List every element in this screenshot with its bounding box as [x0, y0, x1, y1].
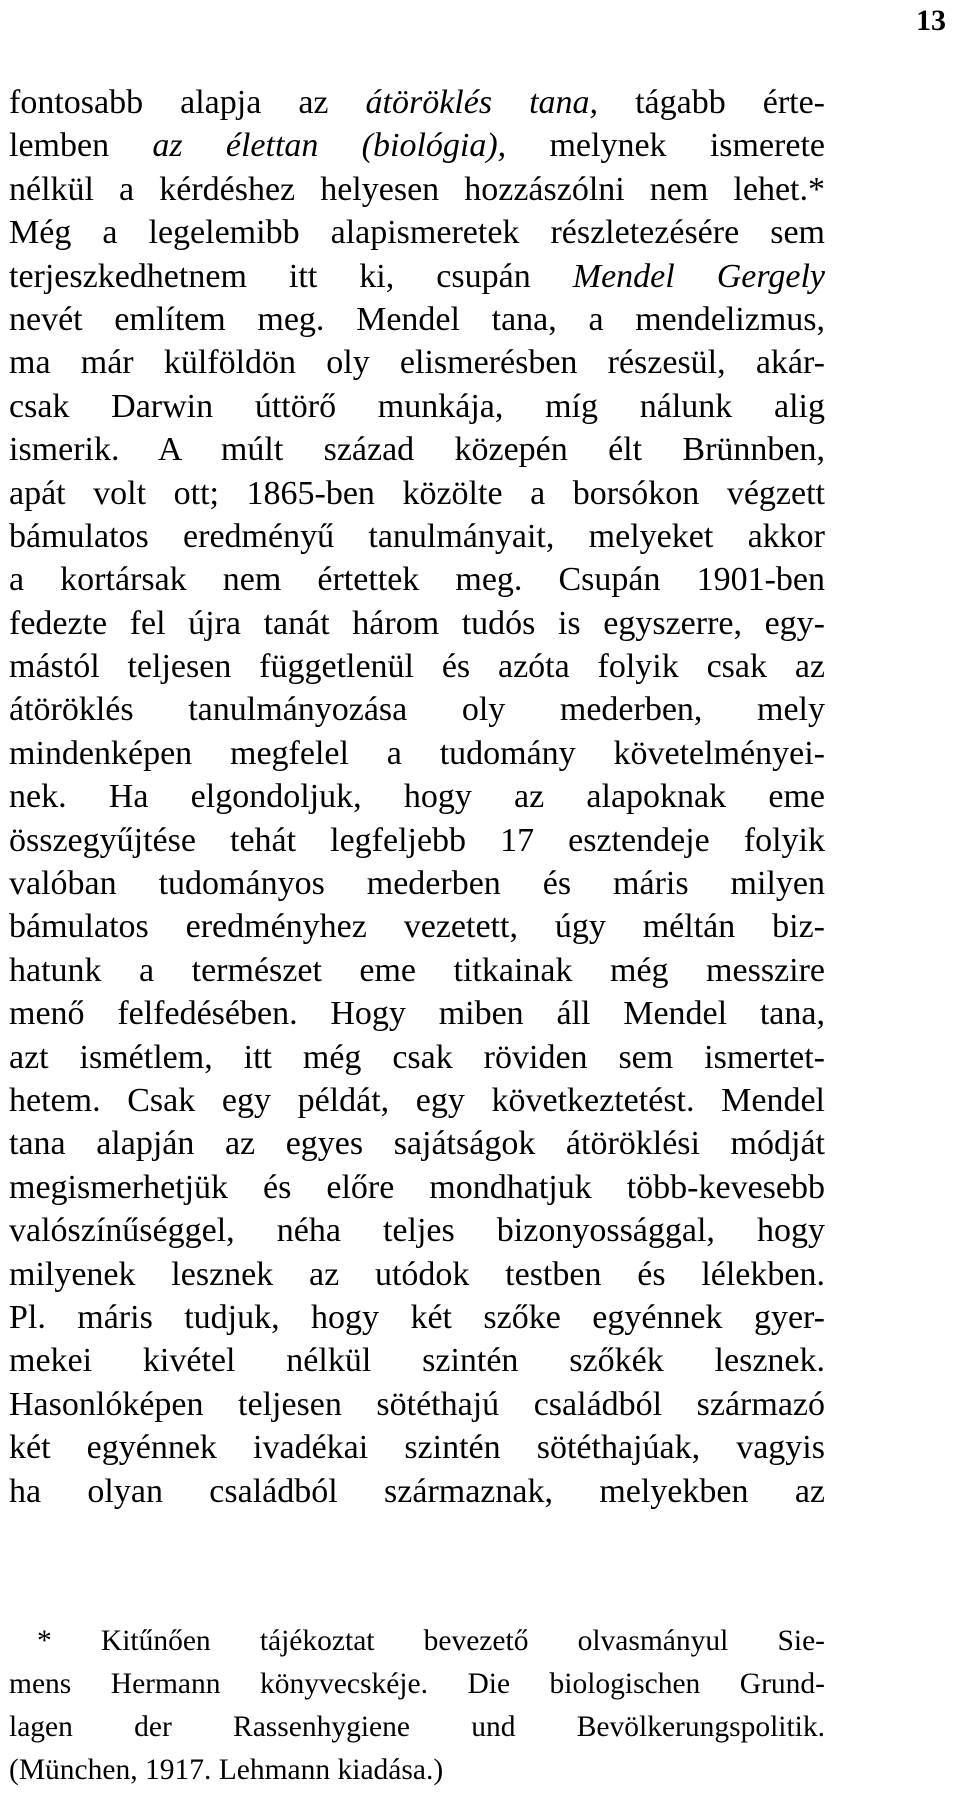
text-run: nélkül a kérdéshez helyesen hozzászólni nem lehet.*	[9, 170, 825, 208]
text-run: a kortársak nem értettek meg. Csupán 1901-ben	[9, 561, 825, 599]
text-run: csak Darwin úttörő munkája, míg nálunk alig	[9, 387, 825, 425]
text-run: tágabb érte-	[598, 84, 826, 121]
text-line	[9, 992, 825, 1035]
text-run: fedezte fel újra tanát három tudós is egyszerre, egy-	[9, 604, 825, 642]
text-line	[9, 472, 825, 515]
italic-phrase: az élettan (biológia),	[152, 127, 507, 165]
text-run: Még a legelemibb alapismeretek részletezésére sem	[9, 214, 825, 252]
text-line	[9, 1339, 825, 1382]
italic-phrase: Mendel Gergely	[572, 257, 825, 295]
text-line	[9, 428, 825, 471]
text-line	[9, 341, 825, 384]
text-line	[9, 949, 825, 992]
text-run: fontosabb alapja az	[9, 84, 366, 121]
text-line	[9, 819, 825, 862]
text-line	[9, 688, 825, 731]
text-line	[9, 515, 825, 558]
text-line	[9, 1166, 825, 1209]
text-line	[9, 1036, 825, 1079]
text-run: mástól teljesen függetlenül és azóta folyik csak az	[9, 648, 825, 686]
text-line	[9, 732, 825, 775]
page-number: 13	[916, 4, 946, 37]
footnote-line: * Kitűnően tájékoztat bevezető olvasmányul Sie-	[37, 1625, 825, 1657]
text-run: mindenképen megfelel a tudomány követelményei-	[9, 734, 825, 772]
text-line	[9, 558, 825, 601]
footnote-line: (München, 1917. Lehmann kiadása.)	[9, 1754, 444, 1786]
text-run: két egyénnek ivadékai szintén sötéthajúak, vagyis	[9, 1429, 825, 1467]
text-line	[9, 81, 825, 124]
text-line	[9, 1079, 825, 1122]
text-run: menő felfedésében. Hogy miben áll Mendel tana,	[9, 995, 825, 1033]
text-line	[9, 124, 825, 167]
text-run: Pl. máris tudjuk, hogy két szőke egyénnek gyer-	[9, 1298, 825, 1336]
text-line	[9, 385, 825, 428]
text-line	[9, 862, 825, 905]
text-line	[9, 602, 825, 645]
text-line	[9, 1253, 825, 1296]
text-run: átöröklés tanulmányozása oly mederben, mely	[9, 691, 825, 729]
text-run: bámulatos eredményű tanulmányait, melyeket akkor	[9, 517, 825, 555]
text-line	[9, 775, 825, 818]
text-run: azt ismétlem, itt még csak röviden sem ismertet-	[9, 1038, 825, 1076]
text-run: hatunk a természet eme titkainak még messzire	[9, 951, 825, 989]
text-line	[9, 1426, 825, 1469]
text-run: lemben	[9, 127, 153, 165]
text-run: mekei kivétel nélkül szintén szőkék lesznek.	[9, 1342, 825, 1380]
text-line	[9, 1470, 825, 1513]
text-line	[9, 645, 825, 688]
text-run: hetem. Csak egy példát, egy következtetést. Mendel	[9, 1081, 825, 1119]
text-run: tana alapján az egyes sajátságok átöröklési módját	[9, 1125, 825, 1163]
text-run: terjeszkedhetnem itt ki, csupán	[9, 257, 573, 295]
footnote-line: mens Hermann könyvecskéje. Die biologischen Grund-	[9, 1668, 825, 1700]
body-text	[9, 81, 825, 1513]
text-line	[9, 255, 825, 298]
text-run: valószínűséggel, néha teljes bizonyossággal, hogy	[9, 1212, 825, 1250]
text-line	[9, 1122, 825, 1165]
text-run: nevét említem meg. Mendel tana, a mendelizmus,	[9, 300, 825, 338]
text-line	[9, 1209, 825, 1252]
footnote	[9, 1620, 825, 1792]
text-run: valóban tudományos mederben és máris milyen	[9, 865, 825, 903]
text-run: összegyűjtése tehát legfeljebb 17 esztendeje folyik	[9, 821, 825, 859]
text-run: bámulatos eredményhez vezetett, úgy méltán biz-	[9, 908, 825, 946]
text-run: ha olyan családból származnak, melyekben az	[9, 1472, 825, 1510]
text-run: apát volt ott; 1865-ben közölte a borsókon végzett	[9, 474, 825, 512]
text-run: ismerik. A múlt század közepén élt Brünnben,	[9, 431, 825, 469]
text-run: nek. Ha elgondoljuk, hogy az alapoknak eme	[9, 778, 825, 816]
text-line	[9, 298, 825, 341]
text-line	[9, 1383, 825, 1426]
text-line	[9, 905, 825, 948]
text-run: melynek ismerete	[506, 127, 825, 165]
text-run: milyenek lesznek az utódok testben és lélekben.	[9, 1255, 825, 1293]
text-run: megismerhetjük és előre mondhatjuk több-kevesebb	[9, 1168, 825, 1206]
italic-phrase: átöröklés tana,	[365, 84, 599, 121]
text-line	[9, 1296, 825, 1339]
text-run: Hasonlóképen teljesen sötéthajú családból származó	[9, 1385, 825, 1423]
text-line	[9, 211, 825, 254]
text-line	[9, 168, 825, 211]
footnote-line: lagen der Rassenhygiene und Bevölkerungspolitik.	[9, 1711, 825, 1743]
text-run: ma már külföldön oly elismerésben részesül, akár-	[9, 344, 825, 382]
